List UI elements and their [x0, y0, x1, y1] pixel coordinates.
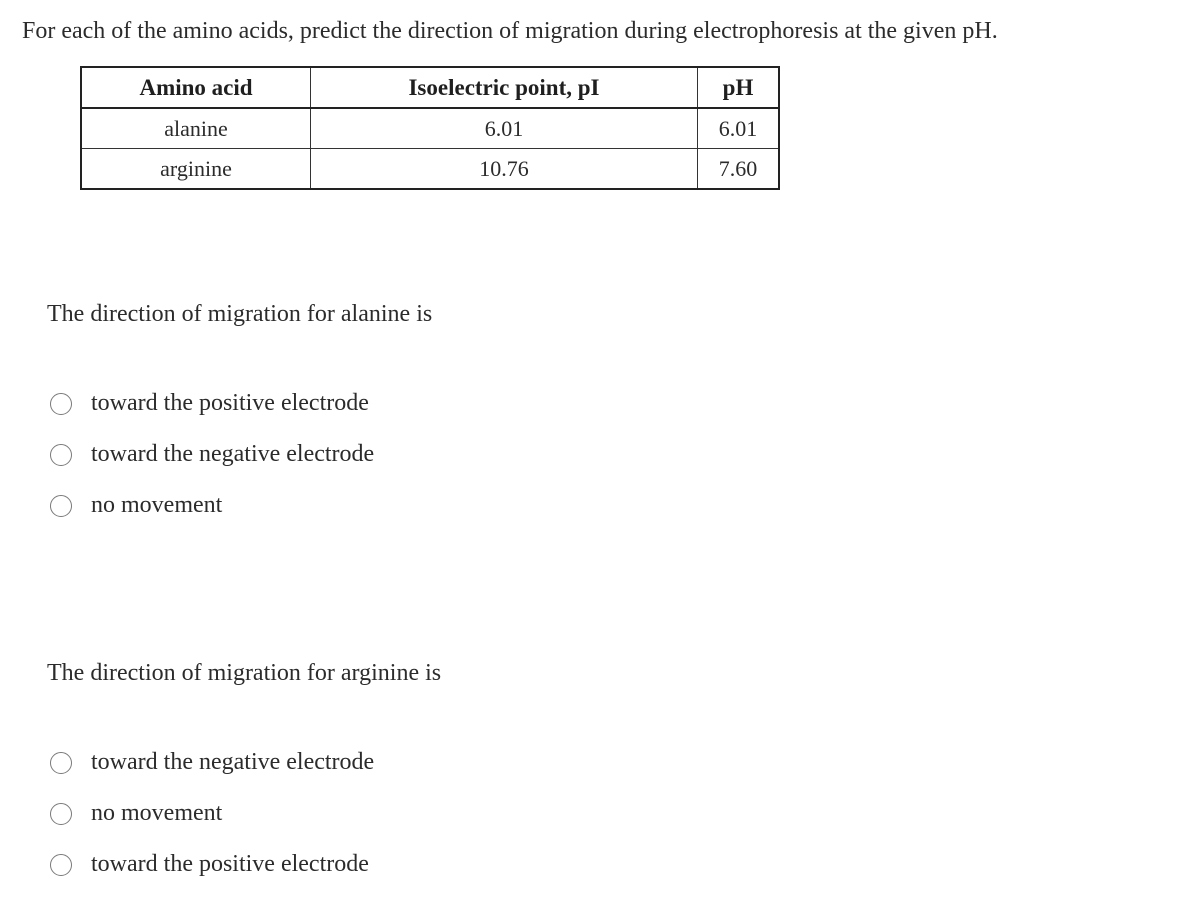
radio-button[interactable] [50, 854, 72, 876]
column-header-amino-acid: Amino acid [81, 67, 311, 108]
radio-button[interactable] [50, 803, 72, 825]
arginine-options-group [50, 737, 374, 890]
option-label[interactable]: no movement [91, 492, 223, 518]
question-prompt: For each of the amino acids, predict the direction of migration during electrophoresis at the given pH. [22, 18, 998, 44]
alanine-option-no-movement[interactable] [50, 480, 374, 531]
radio-button[interactable] [50, 752, 72, 774]
question-alanine-text: The direction of migration for alanine is [47, 301, 433, 327]
arginine-option-no-movement[interactable] [50, 788, 374, 839]
radio-button[interactable] [50, 495, 72, 517]
ph-cell: 7.60 [698, 149, 780, 190]
radio-button[interactable] [50, 393, 72, 415]
radio-button[interactable] [50, 444, 72, 466]
table-row [81, 108, 779, 149]
option-label[interactable]: no movement [91, 800, 223, 826]
isoelectric-point-cell: 6.01 [311, 108, 698, 149]
column-header-isoelectric-point: Isoelectric point, pI [311, 67, 698, 108]
option-label[interactable]: toward the positive electrode [91, 851, 369, 877]
amino-acid-cell: arginine [81, 149, 311, 190]
option-label[interactable]: toward the positive electrode [91, 390, 369, 416]
option-label[interactable]: toward the negative electrode [91, 441, 375, 467]
arginine-option-positive-electrode[interactable] [50, 839, 374, 890]
alanine-option-positive-electrode[interactable] [50, 378, 374, 429]
table-row [81, 149, 779, 190]
isoelectric-point-cell: 10.76 [311, 149, 698, 190]
option-label[interactable]: toward the negative electrode [91, 749, 375, 775]
table-header-row [81, 67, 779, 108]
column-header-ph: pH [698, 67, 780, 108]
ph-cell: 6.01 [698, 108, 780, 149]
amino-acid-cell: alanine [81, 108, 311, 149]
alanine-option-negative-electrode[interactable] [50, 429, 374, 480]
amino-acid-table [80, 66, 780, 190]
arginine-option-negative-electrode[interactable] [50, 737, 374, 788]
alanine-options-group [50, 378, 374, 531]
question-arginine-text: The direction of migration for arginine is [47, 660, 442, 686]
